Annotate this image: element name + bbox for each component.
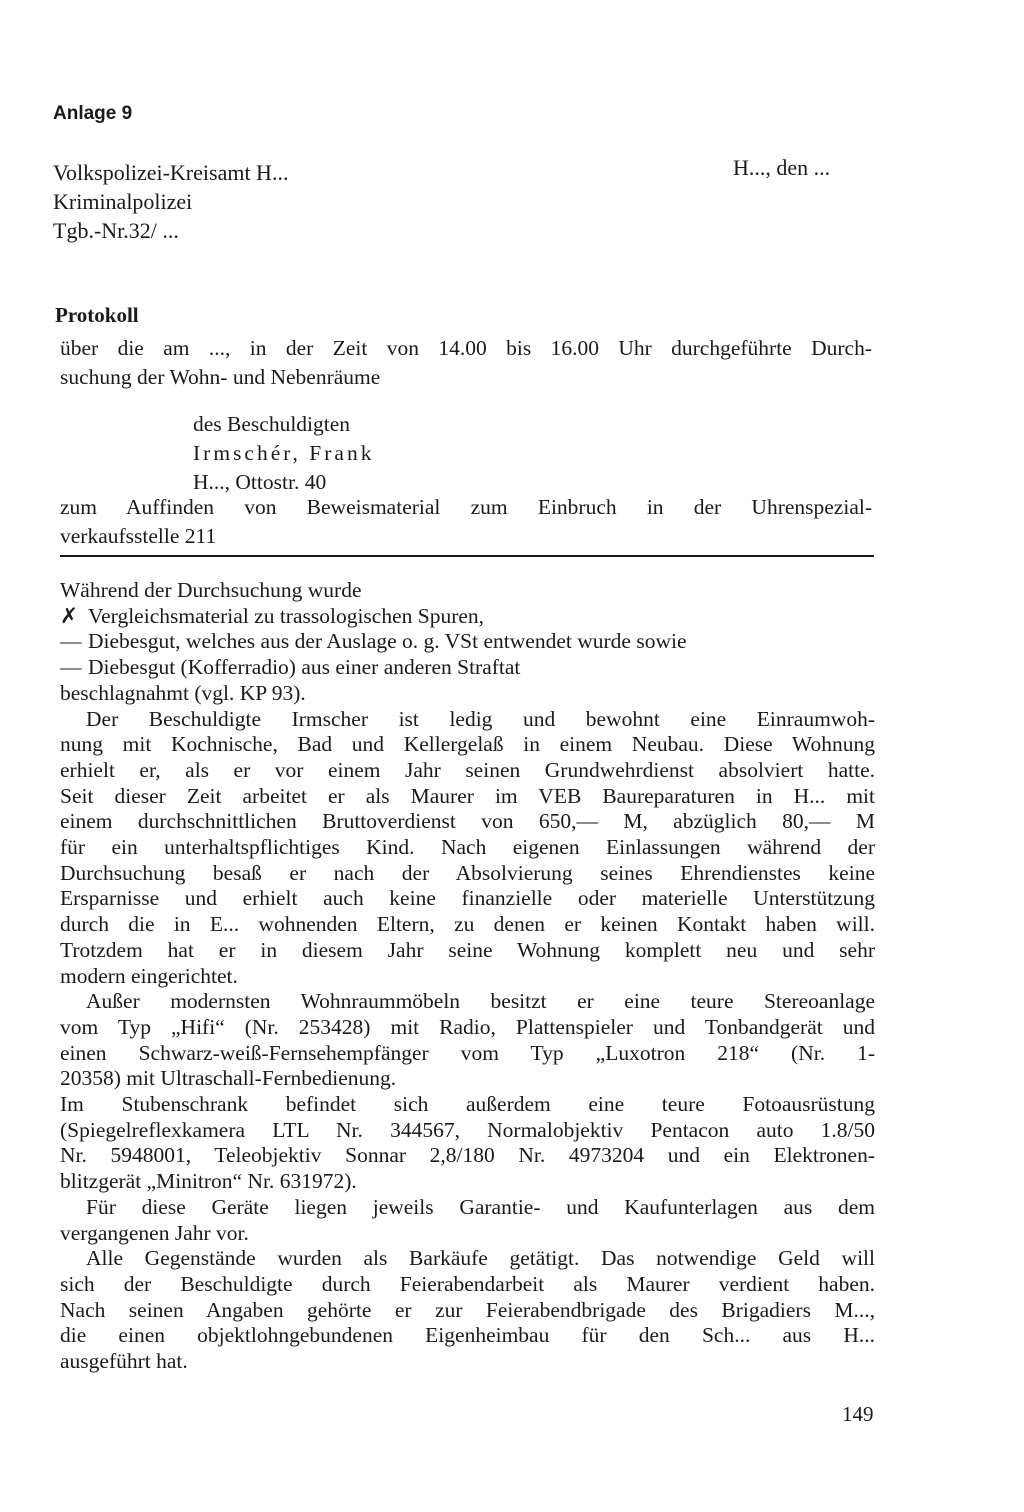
paragraph-1-line: Der Beschuldigte Irmscher ist ledig und bewohnt eine Einraumwoh-: [86, 706, 875, 731]
paragraph-5-line: sich der Beschuldigte durch Feierabendarbeit als Maurer verdient haben.: [60, 1271, 875, 1296]
checkmark-icon: ✗: [60, 603, 79, 628]
seizure-outro: beschlagnahmt (vgl. KP 93).: [60, 680, 306, 705]
protocol-title: Protokoll: [55, 303, 139, 327]
paragraph-2-line: vom Typ „Hifi“ (Nr. 253428) mit Radio, Plattenspieler und Tonbandgerät und: [60, 1014, 875, 1039]
paragraph-2-line: 20358) mit Ultraschall-Fernbedienung.: [60, 1066, 397, 1091]
subject-address: H..., Ottostr. 40: [193, 470, 327, 494]
paragraph-5-line: Nach seinen Angaben gehörte er zur Feierabendbrigade des Brigadiers M...,: [60, 1297, 875, 1322]
protocol-body: [60, 578, 875, 1375]
paragraph-2-line: Außer modernsten Wohnraummöbeln besitzt er eine teure Stereoanlage: [86, 989, 875, 1014]
annex-label: Anlage 9: [53, 103, 133, 124]
paragraph-1-line: Durchsuchung besaß er nach der Absolvierung seines Ehrendienstes keine: [60, 860, 875, 885]
paragraph-1-line: Seit dieser Zeit arbeitet er als Maurer im VEB Baureparaturen in H... mit: [60, 783, 875, 808]
protocol-intro: [60, 334, 872, 392]
paragraph-4-line: vergangenen Jahr vor.: [60, 1220, 249, 1245]
sender-line-office: Volkspolizei-Kreisamt H...: [53, 160, 289, 185]
seizure-item: [60, 629, 875, 655]
paragraph-1-line: modern eingerichtet.: [60, 963, 238, 988]
paragraph-5-line: die einen objektlohngebundenen Eigenheimbau für den Sch... aus H...: [60, 1323, 875, 1348]
purpose-line: zum Auffinden von Beweismaterial zum Einbruch in der Uhrenspezial-: [60, 495, 872, 519]
paragraph-1-line: einem durchschnittlichen Bruttoverdienst von 650,— M, abzüglich 80,— M: [60, 809, 875, 834]
seizure-item-text: Diebesgut, welches aus der Auslage o. g. VSt entwendet wurde sowie: [88, 629, 687, 654]
paragraph-1-line: Trotzdem hat er in diesem Jahr seine Wohnung komplett neu und sehr: [60, 937, 875, 962]
paragraph-1-line: für ein unterhaltspflichtiges Kind. Nach eigenen Einlassungen während der: [60, 835, 875, 860]
paragraph-2-line: einen Schwarz-weiß-Fernsehempfänger vom Typ „Luxotron 218“ (Nr. 1-: [60, 1040, 875, 1065]
purpose-line: verkaufsstelle 211: [60, 524, 217, 548]
seizure-item: [60, 655, 875, 681]
dash-marker: —: [60, 655, 82, 680]
protocol-purpose: [60, 493, 872, 551]
sender-line-reference: Tgb.-Nr.32/ ...: [53, 218, 179, 243]
seizure-item-text: Vergleichsmaterial zu trassologischen Spuren,: [88, 603, 485, 628]
sender-line-department: Kriminalpolizei: [53, 189, 193, 214]
divider-rule: [60, 555, 874, 557]
dash-marker: —: [60, 629, 82, 654]
paragraph-5-line: Alle Gegenstände wurden als Barkäufe getätigt. Das notwendige Geld will: [86, 1246, 875, 1271]
place-date: H..., den ...: [733, 155, 831, 180]
paragraph-3-line: blitzgerät „Minitron“ Nr. 631972).: [60, 1169, 357, 1194]
subject-block: [193, 410, 374, 497]
paragraph-4-line: Für diese Geräte liegen jeweils Garantie- und Kaufunterlagen aus dem: [86, 1194, 875, 1219]
sender-block: [53, 158, 288, 245]
seizure-item-text: Diebesgut (Kofferradio) aus einer anderen Straftat: [88, 655, 521, 680]
intro-line: suchung der Wohn- und Nebenräume: [60, 365, 381, 389]
subject-name: Irmschér, Frank: [193, 441, 375, 465]
paragraph-3-line: Nr. 5948001, Teleobjektiv Sonnar 2,8/180 Nr. 4973204 und ein Elektronen-: [60, 1143, 875, 1168]
paragraph-1-line: Ersparnisse und erhielt auch keine finanzielle oder materielle Unterstützung: [60, 886, 875, 911]
intro-line: über die am ..., in der Zeit von 14.00 bis 16.00 Uhr durchgeführte Durch-: [60, 336, 872, 360]
seizure-item: [60, 604, 875, 630]
paragraph-1-line: durch die in E... wohnenden Eltern, zu denen er keinen Kontakt haben will.: [60, 912, 875, 937]
seizure-intro: Während der Durchsuchung wurde: [60, 578, 362, 602]
paragraph-3-line: (Spiegelreflexkamera LTL Nr. 344567, Normalobjektiv Pentacon auto 1.8/50: [60, 1117, 875, 1142]
paragraph-5-line: ausgeführt hat.: [60, 1349, 188, 1374]
paragraph-3-line: Im Stubenschrank befindet sich außerdem eine teure Fotoausrüstung: [60, 1092, 875, 1117]
subject-role: des Beschuldigten: [193, 412, 351, 436]
page-number: 149: [842, 1402, 874, 1426]
paragraph-1-line: nung mit Kochnische, Bad und Kellergelaß in einem Neubau. Diese Wohnung: [60, 732, 875, 757]
paragraph-1-line: erhielt er, als er vor einem Jahr seinen Grundwehrdienst absolviert hatte.: [60, 757, 875, 782]
